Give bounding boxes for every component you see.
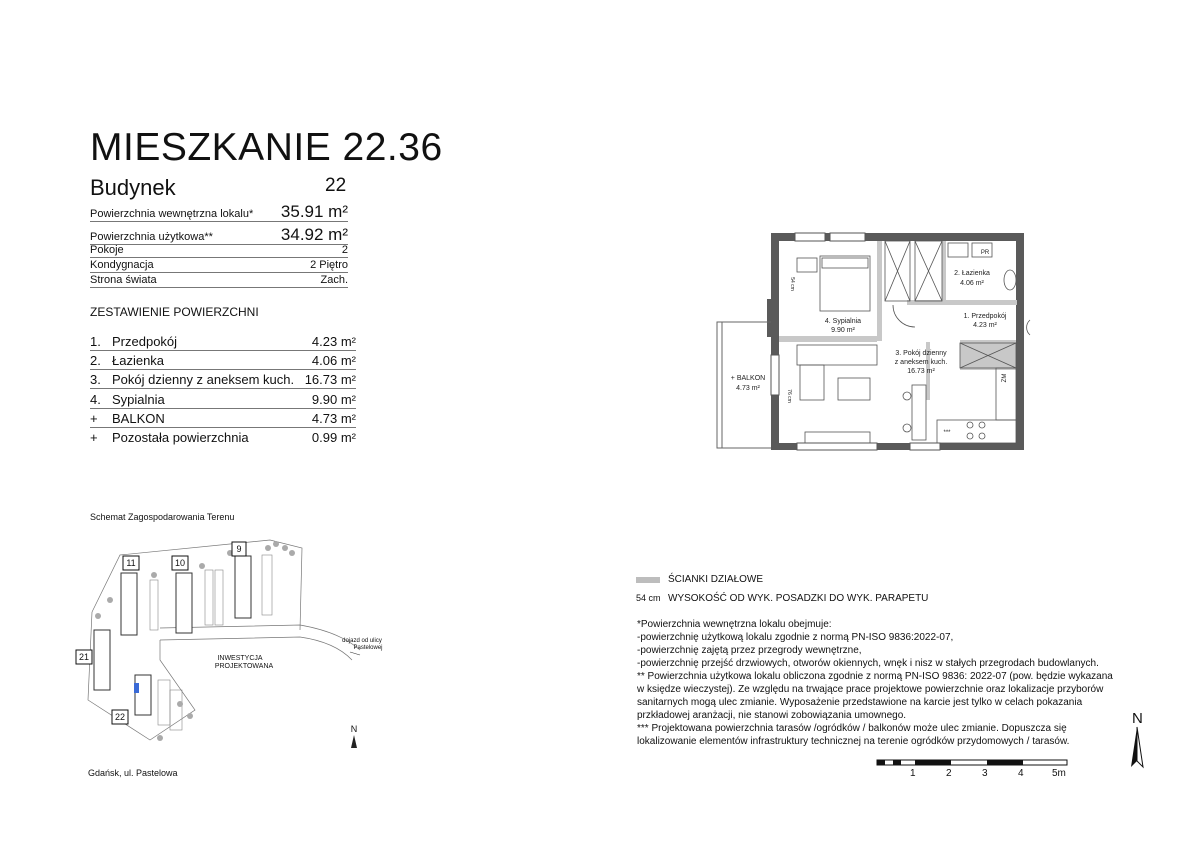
site-buildings <box>94 556 251 715</box>
area-name: Łazienka <box>112 353 165 369</box>
site-north-arrow-icon <box>351 735 357 748</box>
note-line: przkładowej aranżacji, nie stanowi zobowiązania umownego. <box>637 710 907 721</box>
area-row <box>90 352 356 370</box>
area-number: 1. <box>90 334 101 349</box>
sill-height-1: 54 cm <box>789 277 795 291</box>
area-name: Pozostała powierzchnia <box>112 430 249 445</box>
room-lazienka-name: 2. Łazienka <box>954 270 990 277</box>
detail-label: Powierzchnia użytkowa** <box>90 231 213 243</box>
site-plan-title: Schemat Zagospodarowania Terenu <box>90 512 235 522</box>
north-arrow-icon <box>1125 725 1155 775</box>
scale-label: 3 <box>982 768 988 779</box>
detail-value: Zach. <box>320 274 348 286</box>
building-11-label: 11 <box>126 558 136 568</box>
stars-label: *** <box>943 430 951 436</box>
walls-legend-swatch <box>636 577 660 583</box>
area-name: Sypialnia <box>112 391 165 407</box>
room-sypialnia-area: 9.90 m² <box>831 327 855 334</box>
scale-label: 4 <box>1018 768 1024 779</box>
area-value: 9.90 m² <box>311 391 356 407</box>
area-row <box>90 333 356 351</box>
scale-labels <box>910 768 1080 782</box>
area-row <box>90 371 356 389</box>
area-number: 2. <box>90 353 101 369</box>
building-22-label: 22 <box>114 712 126 722</box>
page-title: MIESZKANIE 22.36 <box>90 126 443 169</box>
site-plan <box>70 530 410 760</box>
detail-label: Kondygnacja <box>90 259 154 271</box>
area-value: 0.99 m² <box>311 430 356 445</box>
room-balkon-area: 4.73 m² <box>736 385 760 392</box>
area-number: + <box>90 430 98 445</box>
detail-value: 34.92 m² <box>280 225 348 244</box>
note-line: -powierzchnię zajętą przez przegrody wewnętrzne, <box>637 645 862 656</box>
detail-value: 2 <box>341 244 348 256</box>
area-row <box>90 391 356 409</box>
room-lazienka-area: 4.06 m² <box>960 280 984 287</box>
room-przedpokoj-name: 1. Przedpokój <box>963 313 1007 320</box>
north-label: N <box>1132 710 1143 727</box>
note-line: *Powierzchnia wewnętrzna lokalu obejmuje: <box>637 619 832 630</box>
areas-title: ZESTAWIENIE POWIERZCHNI <box>90 305 259 319</box>
area-value: 4.73 m² <box>311 410 356 426</box>
detail-label: Powierzchnia wewnętrzna lokalu* <box>90 208 254 220</box>
detail-row <box>90 258 348 273</box>
detail-value: 2 Piętro <box>310 259 348 271</box>
investment-label-2: PROJEKTOWANA <box>214 663 274 670</box>
notes-block <box>637 618 1157 748</box>
height-legend-icon: 54 cm <box>636 593 661 603</box>
area-value: 16.73 m² <box>304 372 356 388</box>
site-north-label: N <box>350 724 358 734</box>
area-name: Przedpokój <box>112 334 178 349</box>
detail-row <box>90 273 348 288</box>
area-value: 4.06 m² <box>311 353 356 369</box>
detail-row <box>90 224 348 245</box>
detail-value: 35.91 m² <box>280 202 348 221</box>
building-10-label: 10 <box>174 558 186 568</box>
zm-label: ZM <box>1002 373 1008 383</box>
note-line: sanitarnych mogą ulec zmianie. Wyposażenie przedstawione na karcie jest tylko w celach pokazania <box>637 697 1083 708</box>
site-parking <box>150 555 272 730</box>
access-label-2: Pastelowej <box>353 645 383 651</box>
room-przedpokoj-area: 4.23 m² <box>973 322 997 329</box>
area-row <box>90 410 356 428</box>
access-label-1: dojazd od ulicy <box>342 638 382 644</box>
scale-label: 1 <box>910 768 916 779</box>
note-line: -powierzchnię przejść drzwiowych, otworów okiennych, wnęk i nisz w stałych przegrodach budowlanych. <box>637 658 1099 669</box>
note-line: *** Projektowana powierzchnia tarasów /ogródków / balkonów może ulec zmianie. Dopuszcza się <box>637 723 1067 734</box>
room-pokoj-name: 3. Pokój dzienny <box>895 350 947 357</box>
note-line: lokalizowanie elementów infrastruktury technicznej na terenie ogródków przydomowych / tarasów. <box>637 736 1070 747</box>
area-name: BALKON <box>112 410 165 426</box>
walls-legend-label: ŚCIANKI DZIAŁOWE <box>668 574 764 585</box>
scale-label: 5m <box>1052 768 1066 779</box>
detail-row <box>90 203 348 222</box>
area-number: 4. <box>90 391 101 407</box>
scale-label: 2 <box>946 768 952 779</box>
room-pokoj-area: 16.73 m² <box>907 368 935 375</box>
highlighted-unit <box>134 683 139 693</box>
investment-label-1: INWESTYCJA <box>217 655 263 662</box>
location-label: Gdańsk, ul. Pastelowa <box>88 768 178 778</box>
note-line: -powierzchnię użytkową lokalu zgodnie z normą PN-ISO 9836:2022-07, <box>637 632 954 643</box>
floor-plan <box>700 225 1040 455</box>
area-number: + <box>90 410 98 426</box>
building-value: 22 <box>325 175 347 196</box>
partition-walls <box>779 241 1017 400</box>
area-value: 4.23 m² <box>311 334 356 349</box>
area-row <box>90 429 356 446</box>
building-9-label: 9 <box>236 544 242 554</box>
area-name: Pokój dzienny z aneksem kuch. <box>112 372 295 388</box>
room-pokoj-subname: z aneksem kuch. <box>894 359 948 366</box>
detail-row <box>90 243 348 258</box>
note-line: w księdze wieczystej). Ze względu na trwające prace projektowe powierzchnie oraz lokalizacje przyborów <box>637 684 1104 695</box>
area-number: 3. <box>90 372 101 388</box>
note-line: ** Powierzchnia użytkowa lokalu obliczona zgodnie z normą PN-ISO 9836: 2022-07 (pow. będzie wykazana <box>637 671 1113 682</box>
pr-label: PR <box>980 250 990 256</box>
room-sypialnia-name: 4. Sypialnia <box>824 318 862 325</box>
detail-label: Strona świata <box>90 274 157 286</box>
detail-label: Pokoje <box>90 244 124 256</box>
room-balkon-name: + BALKON <box>730 375 766 382</box>
building-21-label: 21 <box>78 652 90 662</box>
height-legend-label: WYSOKOŚĆ OD WYK. POSADZKI DO WYK. PARAPETU <box>668 593 929 604</box>
sill-height-2: 76 cm <box>786 389 792 403</box>
building-label: Budynek <box>90 175 176 200</box>
